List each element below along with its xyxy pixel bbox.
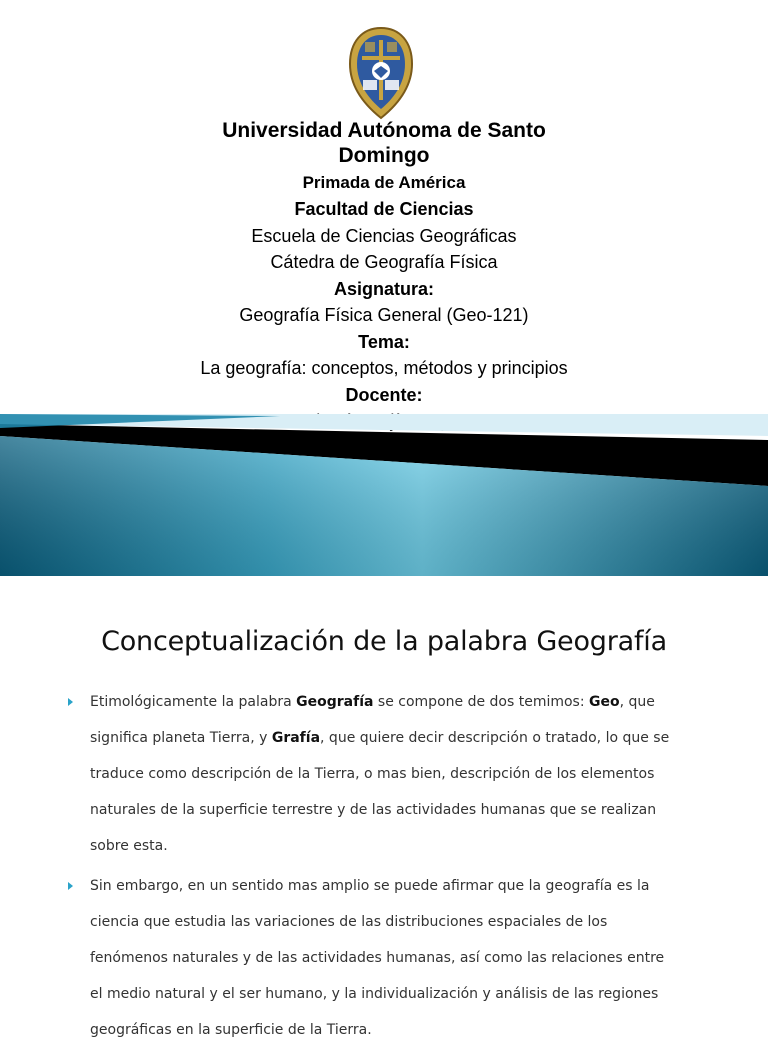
term-geografia: Geografía xyxy=(296,694,374,710)
list-item: Etimológicamente la palabra Geografía se compone de dos temimos: Geo, que significa planeta Tierra, y Grafía, que quiere decir descripción o tratado, lo que se traduce como descripción de la Tierra, o mas bien, descripción de los elementos naturales de la superficie terrestre y de las actividades humanas que se realizan sobre esta. xyxy=(68,684,678,864)
bullet-arrow-icon xyxy=(68,698,73,706)
title-block xyxy=(0,118,768,435)
university-crest-icon xyxy=(348,26,414,120)
decorative-wave xyxy=(0,414,768,576)
university-subtitle: Primada de América xyxy=(302,173,466,192)
subject-label: Asignatura: xyxy=(333,278,434,299)
term-grafia: Grafía xyxy=(271,730,321,746)
subject: Geografía Física General (Geo-121) xyxy=(239,305,529,325)
content-slide xyxy=(0,576,768,1038)
bullet-list xyxy=(68,684,678,1052)
topic-label: Tema: xyxy=(358,331,410,352)
teacher-label: Docente: xyxy=(345,384,423,405)
chair: Cátedra de Geografía Física xyxy=(270,252,498,272)
faculty: Facultad de Ciencias xyxy=(294,199,474,219)
topic: La geografía: conceptos, métodos y principios xyxy=(200,358,568,378)
list-item: Sin embargo, en un sentido mas amplio se puede afirmar que la geografía es la ciencia que estudia las variaciones de las distribuciones espaciales de los fenómenos naturales y de las actividades humanas, así como las relaciones entre el medio natural y el ser humano, y la individualización y análisis de las regiones geográficas en la superficie de la Tierra. xyxy=(68,868,678,1048)
school: Escuela de Ciencias Geográficas xyxy=(251,225,517,246)
term-geo: Geo xyxy=(589,694,620,710)
bullet-arrow-icon xyxy=(68,882,73,890)
slide-title: Conceptualización de la palabra Geografía xyxy=(101,626,667,657)
university-name: Universidad Autónoma de Santo Domingo xyxy=(222,119,546,167)
